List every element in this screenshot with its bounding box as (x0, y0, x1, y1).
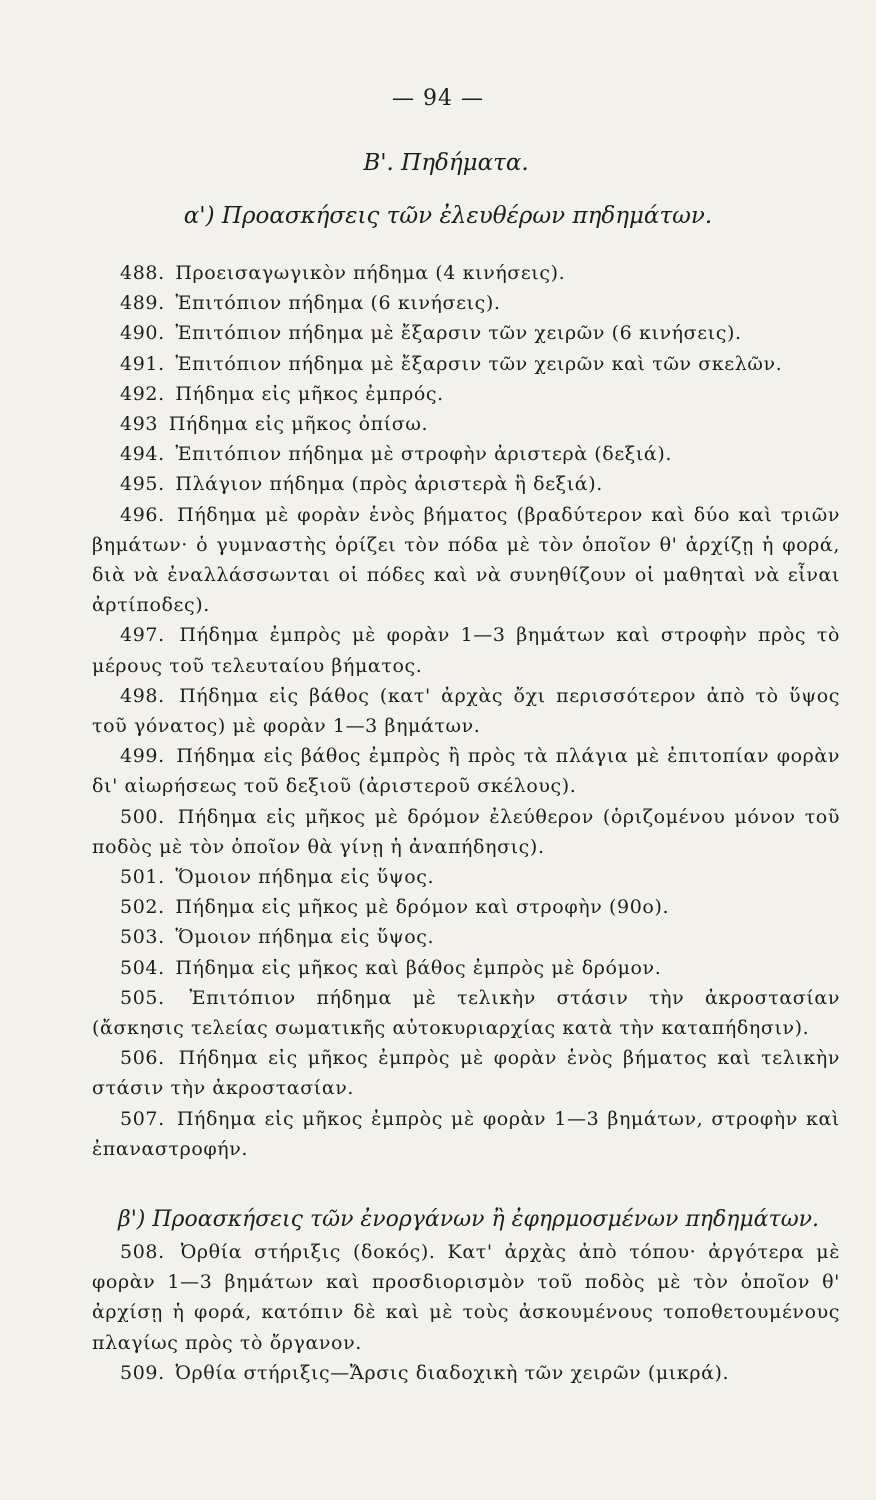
item-number: 502. (120, 896, 165, 919)
item-text: Προεισαγωγικὸν πήδημα (4 κινήσεις). (168, 262, 566, 284)
item-text: Πήδημα εἰς βάθος (κατ' ἀρχὰς ὄχι περισσότερον ἀπὸ τὸ ὕψος τοῦ γόνατος) μὲ φορὰν 1—3 βημάτων. (92, 684, 840, 738)
item-text: Ἐπιτόπιον πήδημα (6 κινήσεις). (168, 292, 501, 315)
item-text: Πήδημα εἰς μῆκος μὲ δρόμον καὶ στροφὴν (90ο). (168, 896, 670, 919)
item-number: 499. (120, 745, 165, 768)
item-number: 505. (120, 986, 165, 1009)
item-number: 488. (120, 262, 165, 284)
subsection-b-title: β') Προασκήσεις τῶν ἐνοργάνων ἢ ἐφηρμοσμένων πηδημάτων. (118, 1207, 820, 1232)
list-item (92, 469, 840, 499)
item-number: 501. (120, 866, 165, 889)
item-number: 503. (120, 926, 165, 949)
item-text: Πήδημα εἰς μῆκος ἐμπρός. (168, 382, 444, 405)
list-item (92, 258, 840, 288)
item-number: 493 (120, 413, 159, 436)
item-number: 500. (120, 805, 165, 828)
item-text: Πλάγιον πήδημα (πρὸς ἀριστερὰ ἢ δεξιά). (168, 473, 603, 496)
item-number: 508. (120, 1241, 165, 1263)
list-item (92, 983, 840, 1043)
list-item (92, 741, 840, 801)
list-item (92, 439, 840, 469)
list-item (92, 1358, 840, 1388)
item-text: Πήδημα μὲ φορὰν ἑνὸς βήματος (βραδύτερον καὶ δύο καὶ τριῶν βημάτων· ὁ γυμναστὴς ὁρίζει τὸν πόδα μὲ τὸν ὁποῖον θ' ἀρχίζῃ ἡ φορά, διὰ νὰ ἐναλλάσσωνται οἱ πόδες καὶ νὰ συνηθίζουν οἱ μαθηταὶ νὰ εἶναι ἀρτίποδες). (92, 503, 840, 617)
list-item (92, 892, 840, 922)
list-item (92, 349, 840, 379)
item-number: 496. (120, 503, 165, 526)
item-text: Πήδημα εἰς μῆκος καὶ βάθος ἐμπρὸς μὲ δρόμον. (168, 956, 662, 979)
item-text: Πήδημα εἰς μῆκος ὀπίσω. (162, 413, 429, 436)
item-number: 509. (120, 1361, 165, 1384)
item-text: Πήδημα εἰς βάθος ἐμπρὸς ἢ πρὸς τὰ πλάγια μὲ ἐπιτοπίαν φορὰν δι' αἰωρήσεως τοῦ δεξιοῦ (ἀριστεροῦ σκέλους). (92, 745, 840, 798)
item-number: 498. (120, 684, 165, 707)
item-number: 495. (120, 473, 165, 496)
item-text: Ὀρθία στήριξις (δοκός). Κατ' ἀρχὰς ἀπὸ τόπου· ἀργότερα μὲ φορὰν 1—3 βημάτων καὶ προσδιορισμὸν τοῦ ποδὸς μὲ τὸν ὁποῖον θ' ἀρχίσῃ ἡ φορά, κατόπιν δὲ καὶ μὲ τοὺς ἀσκουμένους τοποθετουμένους πλαγίως πρὸς τὸ ὄργανον. (92, 1241, 840, 1354)
item-number: 490. (120, 322, 165, 345)
item-text: Πήδημα εἰς μῆκος ἐμπρὸς μὲ φορὰν ἑνὸς βήματος καὶ τελικὴν στάσιν τὴν ἀκροστασίαν. (92, 1047, 840, 1100)
item-number: 507. (120, 1107, 165, 1130)
list-item (92, 379, 840, 409)
item-text: Ὀρθία στήριξις—Ἄρσις διαδοχικὴ τῶν χειρῶν (μικρά). (168, 1361, 730, 1384)
item-text: Πήδημα εἰς μῆκος ἐμπρὸς μὲ φορὰν 1—3 βημάτων, στροφὴν καὶ ἐπαναστροφήν. (92, 1107, 840, 1160)
list-item (92, 318, 840, 348)
item-number: 492. (120, 382, 165, 405)
item-number: 504. (120, 956, 165, 979)
list-item (92, 1104, 840, 1164)
subsection-a-title: α') Προασκήσεις τῶν ἐλευθέρων πηδημάτων. (183, 203, 713, 229)
item-text: Πήδημα εἰς μῆκος μὲ δρόμον ἐλεύθερον (ὁριζομένου μόνον τοῦ ποδὸς μὲ τὸν ὁποῖον θὰ γίνῃ ἡ ἀναπήδησις). (92, 805, 840, 858)
list-item (92, 288, 840, 318)
list-item (92, 500, 840, 621)
list-item (92, 1043, 840, 1103)
list-item (92, 409, 840, 439)
section-title: Β'. Πηδήματα. (363, 150, 529, 176)
list-item (92, 681, 840, 741)
list-item (92, 802, 840, 862)
item-number: 497. (120, 624, 165, 647)
item-text: Ἐπιτόπιον πήδημα μὲ τελικὴν στάσιν τὴν ἀκροστασίαν (ἄσκησις τελείας σωματικῆς αὐτοκυριαρχίας κατὰ τὴν καταπήδησιν). (92, 986, 840, 1040)
item-number: 494. (120, 443, 165, 466)
item-text: Ἐπιτόπιον πήδημα μὲ ἔξαρσιν τῶν χειρῶν (6 κινήσεις). (168, 322, 742, 345)
exercise-list-a (92, 258, 840, 1164)
item-text: Ὅμοιον πήδημα εἰς ὕψος. (168, 866, 435, 889)
item-text: Ἐπιτόπιον πήδημα μὲ ἔξαρσιν τῶν χειρῶν καὶ τῶν σκελῶν. (168, 352, 783, 375)
list-item (92, 862, 840, 892)
list-item (92, 620, 840, 680)
item-text: Ὅμοιον πήδημα εἰς ὕψος. (168, 926, 435, 949)
item-number: 506. (120, 1047, 165, 1070)
list-item (92, 922, 840, 952)
item-number: 489. (120, 292, 165, 315)
list-item (92, 1237, 840, 1358)
list-item (92, 953, 840, 983)
page-number: — 94 — (392, 86, 484, 111)
item-text: Ἐπιτόπιον πήδημα μὲ στροφὴν ἀριστερὰ (δεξιά). (168, 443, 672, 466)
item-text: Πήδημα ἐμπρὸς μὲ φορὰν 1—3 βημάτων καὶ στροφὴν πρὸς τὸ μέρους τοῦ τελευταίου βήματος. (92, 624, 840, 677)
item-number: 491. (120, 352, 165, 375)
exercise-list-b (92, 1237, 840, 1388)
